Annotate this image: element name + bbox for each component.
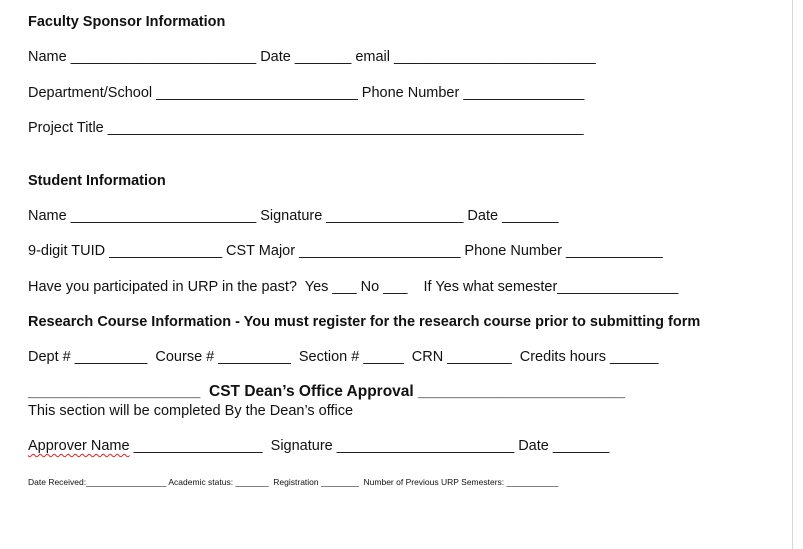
student-urp-history-row[interactable]: Have you participated in URP in the past? Yes ___ No ___ If Yes what semester_______________ bbox=[28, 279, 679, 295]
page-edge-divider bbox=[792, 0, 793, 549]
dean-approver-row[interactable] bbox=[28, 437, 609, 455]
faculty-heading: Faculty Sponsor Information bbox=[28, 14, 226, 30]
dean-approval-heading: ____________________ CST Dean’s Office Approval ________________________ bbox=[28, 383, 625, 400]
student-name-signature-date-row[interactable]: Name _______________________ Signature _________________ Date _______ bbox=[28, 208, 559, 224]
approver-fields[interactable]: ________________ Signature ______________________ Date _______ bbox=[129, 438, 610, 454]
course-details-row[interactable]: Dept # _________ Course # _________ Section # _____ CRN ________ Credits hours ______ bbox=[28, 349, 659, 365]
approver-name-label: Approver Name bbox=[28, 438, 130, 454]
dean-section-note: This section will be completed By the Dean’s office bbox=[28, 403, 354, 419]
faculty-department-phone-row[interactable]: Department/School _________________________ Phone Number _______________ bbox=[28, 85, 585, 101]
faculty-project-title-row[interactable]: Project Title ___________________________________________________________ bbox=[28, 120, 584, 136]
faculty-name-date-email-row[interactable]: Name _______________________ Date _______ email _________________________ bbox=[28, 49, 596, 65]
student-tuid-major-phone-row[interactable]: 9-digit TUID ______________ CST Major ____________________ Phone Number ____________ bbox=[28, 243, 663, 259]
student-heading: Student Information bbox=[28, 173, 166, 189]
dean-footer-row[interactable]: Date Received:_________________ Academic status: _______ Registration ________ Number of Previous URP Semesters: ___________ bbox=[28, 477, 559, 487]
course-heading: Research Course Information - You must register for the research course prior to submitting form bbox=[28, 314, 701, 330]
